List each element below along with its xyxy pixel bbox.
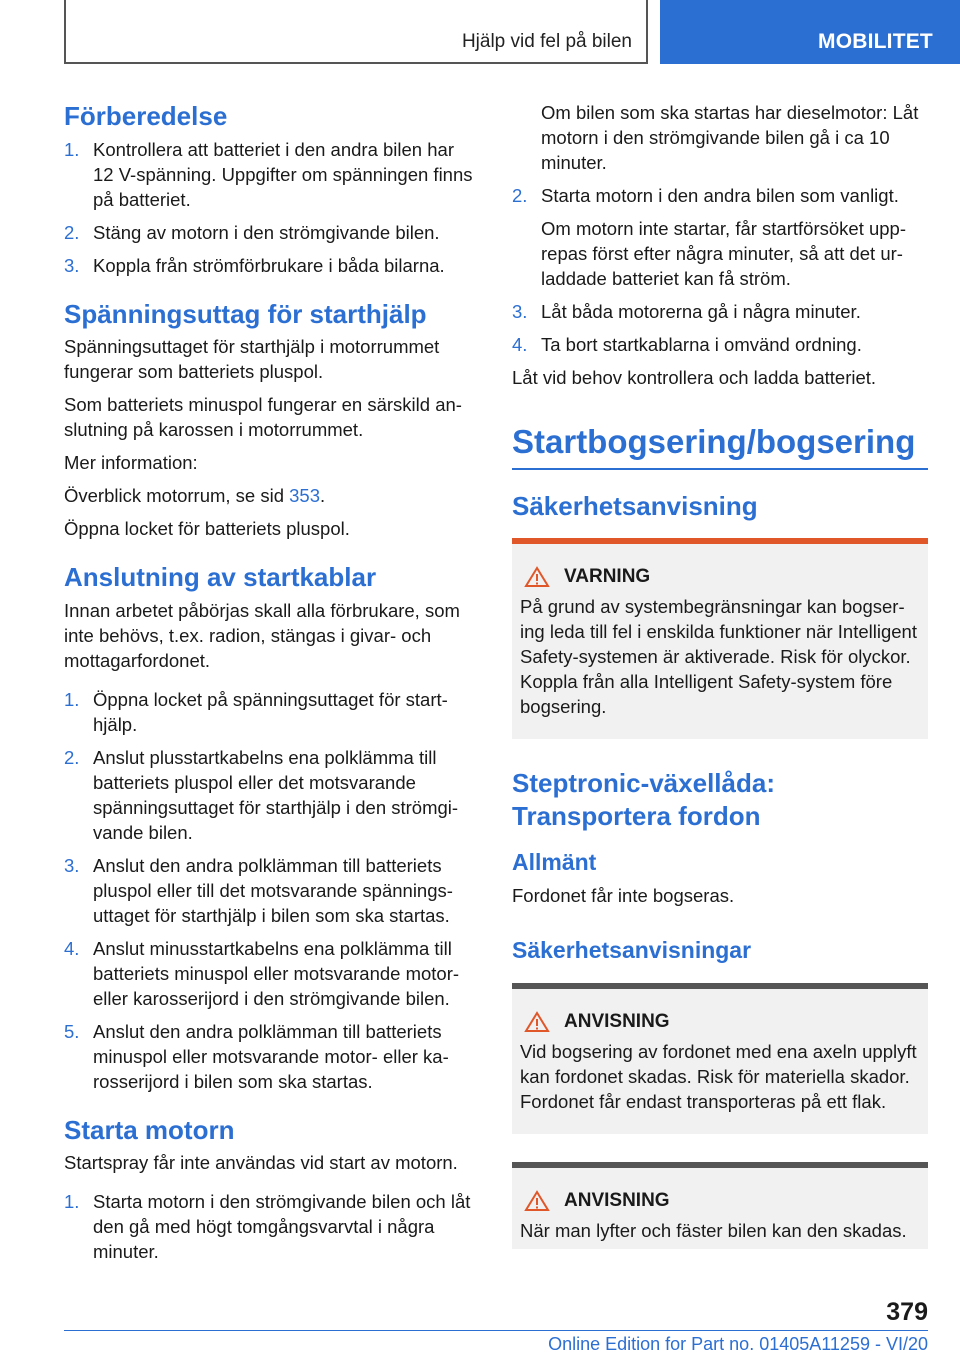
warning-text: På grund av systembegränsningar kan bogsering leda till fel i enskilda funktioner när Intelligent Safety-systemen är aktiverade. Risk för olyckor. Koppla från alla Intelligent Safety-system före bogsering. [520, 596, 917, 718]
list-item: 3. Låt båda motorerna gå i några minuter. [512, 301, 861, 322]
paragraph: Innan arbetet påbörjas skall alla förbrukare, som inte behövs, t.ex. radion, stängas i givar- och mottagarfordonet. [64, 599, 460, 671]
notice-text: Vid bogsering av fordonet med ena axeln upplyft kan fordonet skadas. Risk för materiella skador. Fordonet får endast transporteras på ett flak. [520, 1040, 917, 1112]
heading-startbogsering: Startbogsering/bogsering [512, 422, 928, 470]
list-item: 1. Starta motorn i den strömgivande bilen och låt den gå med högt tomgångsvarvtal i några minuter. [64, 1191, 471, 1262]
list-item: 3. Anslut den andra polklämman till batteriets pluspol eller till det motsvarande spänningsuttaget för starthjälp i bilen som ska startas. [64, 854, 453, 926]
notice-box [512, 983, 928, 1134]
paragraph: Fordonet får inte bogseras. [512, 884, 735, 906]
warning-triangle-icon [524, 566, 550, 588]
header-chapter-title: MOBILITET [818, 30, 933, 53]
paragraph: Om bilen som ska startas har dieselmotor: Låt motorn i den strömgivande bilen gå i ca 10 minuter. [541, 102, 919, 173]
list-item: 3. Koppla från strömförbrukare i båda bilarna. [64, 254, 445, 276]
heading-sakerhetsanvisningar: Säkerhetsanvisningar [512, 936, 752, 963]
notice-text: När man lyfter och fäster bilen kan den skadas. [520, 1219, 907, 1241]
paragraph: Överblick motorrum, se sid 353. [64, 485, 326, 506]
heading-forberedelse: Förberedelse [64, 101, 228, 131]
heading-sakerhetsanvisning: Säkerhetsanvisning [512, 490, 758, 521]
list-item: 2. Starta motorn i den andra bilen som vanligt. Om motorn inte startar, får startförsöket upprepas först efter några minuter, så att det urladdade batteriet kan få ström. [512, 185, 907, 289]
heading-steptronic: Steptronic-växellåda: Transportera fordon [512, 768, 775, 831]
starta-steps [64, 1189, 476, 1264]
notice-box [512, 1162, 928, 1249]
warning-box [512, 538, 928, 739]
heading-starta-motorn: Starta motorn [64, 1114, 235, 1145]
notice-label: ANVISNING [564, 1189, 670, 1211]
warning-label: VARNING [564, 566, 651, 588]
paragraph: Startspray får inte användas vid start av motorn. [64, 1152, 458, 1173]
list-item: 1. Öppna locket på spänningsuttaget för starthjälp. [64, 688, 448, 735]
footer-edition: Online Edition for Part no. 01405A11259 - VI/20 [548, 1334, 928, 1354]
header-section-title: Hjälp vid fel på bilen [461, 31, 632, 52]
paragraph: Mer information: [64, 452, 198, 473]
paragraph: Spänningsuttaget för starthjälp i motorrummet fungerar som batteriets pluspol. [64, 336, 440, 382]
page-number: 379 [886, 1298, 928, 1326]
list-item: 4. Anslut minusstartkabelns ena polklämma till batteriets minuspol eller motsvarande motor- eller karosserijord i den strömgivande bilen. [64, 937, 460, 1009]
header-chapter-box [660, 0, 960, 64]
paragraph: Som batteriets minuspol fungerar en särskild anslutning på karossen i motorrummet. [64, 394, 462, 440]
notice-triangle-icon [524, 1011, 550, 1033]
heading-spanningsuttag: Spänningsuttag för starthjälp [64, 298, 427, 329]
list-item: 1. Kontrollera att batteriet i den andra bilen har 12 V-spänning. Uppgifter om spänningen finns på batteriet. [64, 138, 473, 210]
starta-steps-continued [512, 183, 928, 357]
left-column [64, 100, 476, 1272]
list-item: 2. Anslut plusstartkabelns ena polklämma till batteriets pluspol eller det motsvarande spänningsuttaget för starthjälp i den strömgivande bilen. [64, 746, 459, 843]
notice-triangle-icon [524, 1190, 550, 1212]
header-section-box [64, 0, 648, 64]
page-link-353[interactable]: 353 [289, 485, 321, 506]
forberedelse-steps [64, 137, 476, 278]
paragraph: Öppna locket för batteriets pluspol. [64, 518, 350, 539]
footer-divider [64, 1330, 928, 1331]
heading-anslutning: Anslutning av startkablar [64, 562, 377, 592]
list-item: 4. Ta bort startkablarna i omvänd ordning. [512, 334, 862, 355]
list-item: 5. Anslut den andra polklämman till batteriets minuspol eller motsvarande motor- eller karosserijord i bilen som ska startas. [64, 1020, 449, 1092]
paragraph: Låt vid behov kontrollera och ladda batteriet. [512, 367, 877, 388]
heading-allmant: Allmänt [512, 849, 597, 876]
right-column [512, 100, 928, 1257]
notice-label: ANVISNING [564, 1010, 670, 1032]
list-item: 2. Stäng av motorn i den strömgivande bilen. [64, 221, 440, 243]
anslutning-steps [64, 687, 476, 1094]
